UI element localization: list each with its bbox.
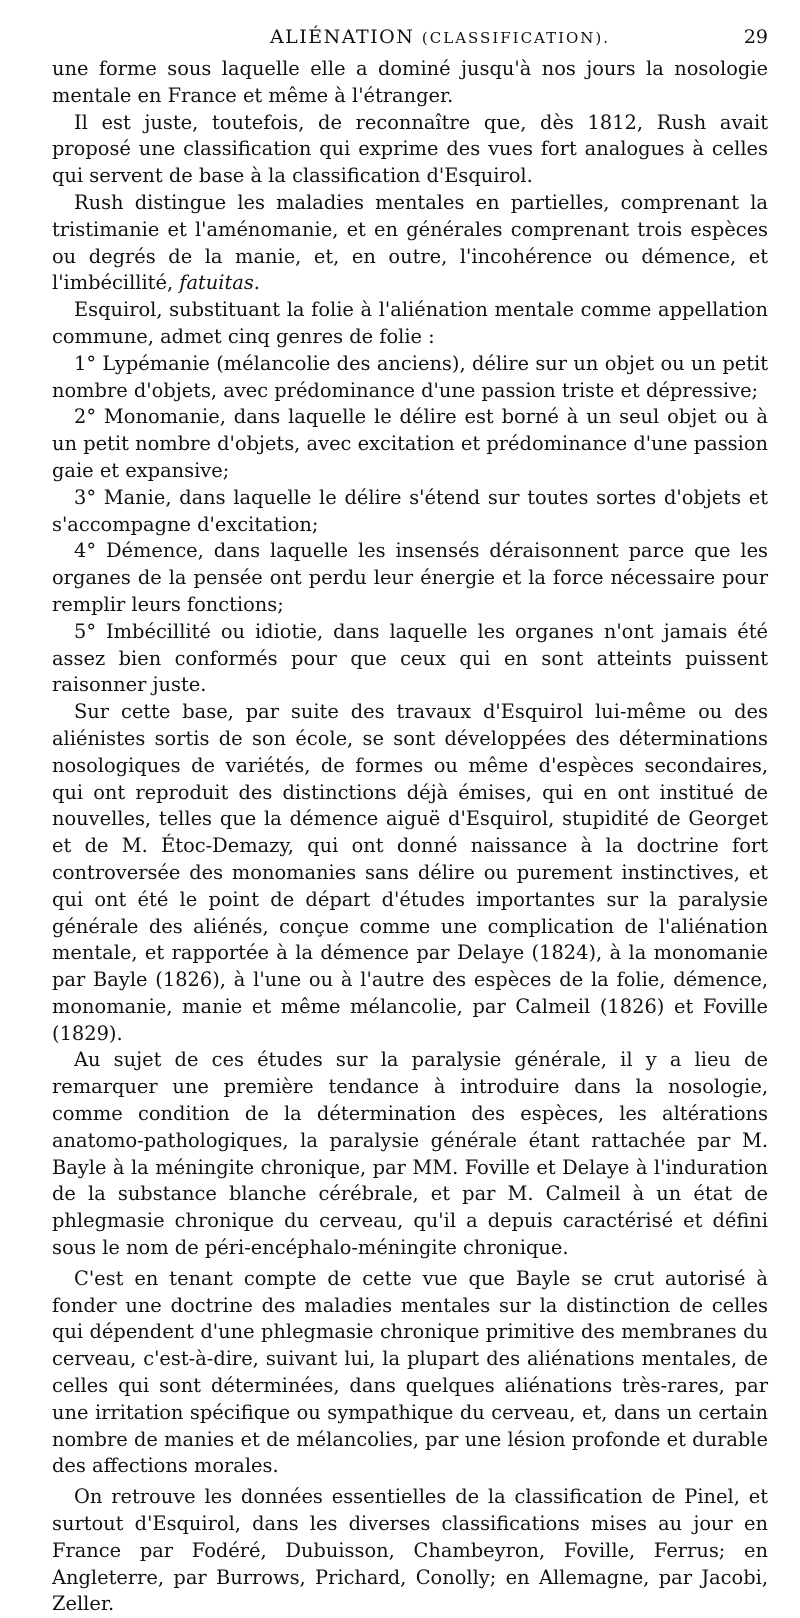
paragraph: Il est juste, toutefois, de reconnaître que, dès 1812, Rush avait proposé une classification qui exprime des vues fort analogues à celles qui servent de base à la classification d'Esquirol. [52,110,768,188]
running-title-sub: (CLASSIFICATION). [421,29,611,47]
running-head [52,26,768,56]
page-body [52,56,768,1618]
list-item: 5° Imbécillité ou idiotie, dans laquelle les organes n'ont jamais été assez bien conformés pour que ceux qui en sont atteints puissent raisonner juste. [52,619,768,697]
running-title [210,26,610,48]
list-item: 1° Lypémanie (mélancolie des anciens), délire sur un objet ou un petit nombre d'objets, avec prédominance d'une passion triste et dépressive; [52,351,768,402]
paragraph: Sur cette base, par suite des travaux d'Esquirol lui-même ou des aliénistes sortis de son école, se sont développées des déterminations nosologiques de variétés, de formes ou même d'espèces secondaires, qui ont reproduit des distinctions déjà émises, qui en ont institué de nouvelles, telles que la démence aiguë d'Esquirol, stupidité de Georget et de M. Étoc-Demazy, qui ont donné naissance à la doctrine fort controversée des monomanies sans délire ou purement instinctives, et qui ont été le point de départ d'études importantes sur la paralysie générale des aliénés, conçue comme une complication de l'aliénation mentale, et rapportée à la démence par Delaye (1824), à la monomanie par Bayle (1826), à l'une ou à l'autre des espèces de la folie, démence, monomanie, manie et même mélancolie, par Calmeil (1826) et Foville (1829). [52,700,768,1045]
paragraph: C'est en tenant compte de cette vue que Bayle se crut autorisé à fonder une doctrine des maladies mentales sur la distinction de celles qui dépendent d'une phlegmasie chronique primitive des membranes du cerveau, c'est-à-dire, suivant lui, la plupart des aliénations mentales, de celles qui sont déterminées, dans quelques aliénations très-rares, par une irritation spécifique ou sympathique du cerveau, et, dans un certain nombre de manies et de mélancolies, par une lésion profonde et durable des affections morales. [52,1266,768,1478]
paragraph: une forme sous laquelle elle a dominé jusqu'à nos jours la nosologie mentale en France et même à l'étranger. [52,57,768,107]
paragraph: On retrouve les données essentielles de la classification de Pinel, et surtout d'Esquirol, dans les diverses classifications mises au jour en France par Fodéré, Dubuisson, Chambeyron, Foville, Ferrus; en Angleterre, par Burrows, Prichard, Conolly; en Allemagne, par Jacobi, Zeller. [52,1485,768,1616]
running-title-main: ALIÉNATION [269,26,415,48]
page-number: 29 [743,26,768,48]
book-page [52,26,768,1618]
paragraph: Esquirol, substituant la folie à l'aliénation mentale comme appellation commune, admet cinq genres de folie : [52,298,768,348]
paragraph: Au sujet de ces études sur la paralysie générale, il y a lieu de remarquer une première tendance à introduire dans la nosologie, comme condition de la détermination des espèces, les altérations anatomo-pathologiques, la paralysie générale étant rattachée par M. Bayle à la méningite chronique, par MM. Foville et Delaye à l'induration de la substance blanche cérébrale, et par M. Calmeil à un état de phlegmasie chronique du cerveau, qu'il a depuis caractérisé et défini sous le nom de péri-encéphalo-méningite chronique. [52,1048,768,1260]
italic-term: fatuitas. [179,271,260,295]
paragraph [52,190,768,297]
list-item: 2° Monomanie, dans laquelle le délire est borné à un seul objet ou à un petit nombre d'objets, avec excitation et prédominance d'une passion gaie et expansive; [52,405,768,482]
list-item: 4° Démence, dans laquelle les insensés déraisonnent parce que les organes de la pensée ont perdu leur énergie et la force nécessaire pour remplir leurs fonctions; [52,539,768,616]
list-item: 3° Manie, dans laquelle le délire s'étend sur toutes sortes d'objets et s'accompagne d'excitation; [52,485,768,536]
paragraph-text: Rush distingue les maladies mentales en partielles, comprenant la tristimanie et l'aménomanie, et en générales comprenant trois espèces ou degrés de la manie, et, en outre, l'incohérence ou démence, et l'imbécillité, [52,190,768,295]
